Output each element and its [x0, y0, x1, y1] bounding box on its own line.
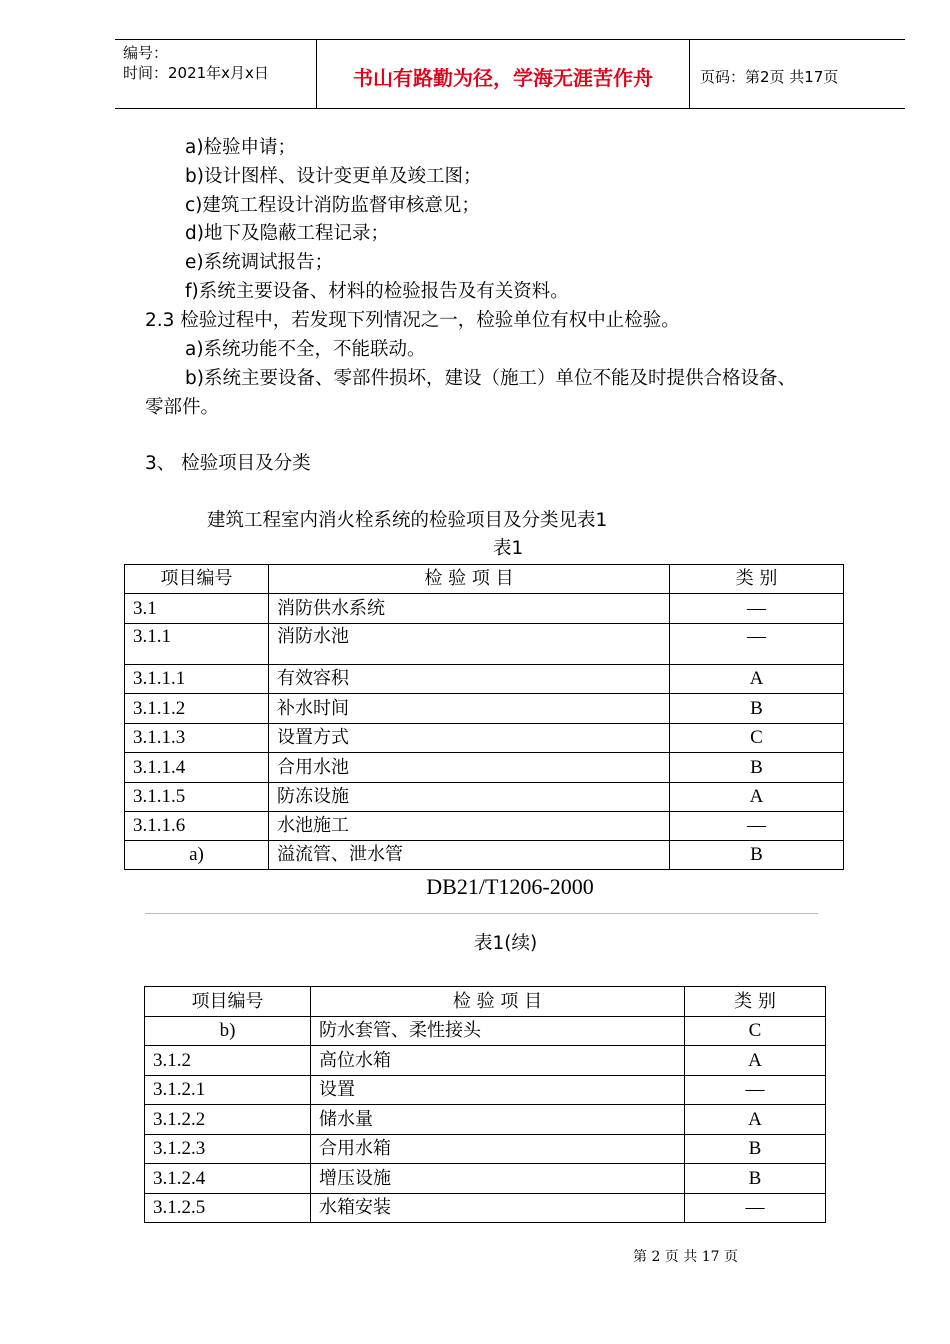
row-category: A [670, 665, 844, 694]
row-category: — [685, 1194, 826, 1223]
table-row [125, 624, 844, 665]
row-category: A [685, 1046, 826, 1076]
row-item: 有效容积 [269, 665, 670, 694]
row-category: A [670, 783, 844, 812]
row-item: 防水套管、柔性接头 [311, 1017, 685, 1046]
table-row [125, 783, 844, 812]
row-code: 3.1.1.3 [125, 724, 269, 753]
table-intro: 建筑工程室内消火栓系统的检验项目及分类见表1 [207, 510, 608, 531]
table-title-continued [474, 932, 537, 956]
header-item: 检 验 项 目 [269, 565, 670, 594]
list-item: b)设计图样、设计变更单及竣工图； [185, 166, 482, 187]
list-item: a)系统功能不全，不能联动。 [185, 339, 426, 360]
document-code: DB21/T1206-2000 [426, 874, 594, 899]
row-category: B [670, 753, 844, 783]
list-item-continuation: 零部件。 [145, 397, 220, 418]
row-code: 3.1 [125, 594, 269, 624]
page-separator [145, 913, 818, 914]
row-code: 3.1.2.3 [145, 1135, 311, 1164]
clause-heading: 2.3 检验过程中，若发现下列情况之一，检验单位有权中止检验。 [145, 310, 680, 331]
page-header [115, 39, 905, 109]
row-code: 3.1.1.5 [125, 783, 269, 812]
header-item: 检 验 项 目 [311, 987, 685, 1017]
table-header-row [145, 987, 826, 1017]
row-code: 3.1.1.6 [125, 812, 269, 841]
table-row [125, 724, 844, 753]
header-code: 项目编号 [145, 987, 311, 1017]
header-category: 类 别 [670, 565, 844, 594]
header-category: 类 别 [685, 987, 826, 1017]
time-label: 时间：2021年x月x日 [123, 64, 269, 82]
list-item: b)系统主要设备、零部件损坏，建设（施工）单位不能及时提供合格设备、 [185, 368, 796, 389]
row-code: 3.1.2.2 [145, 1105, 311, 1135]
inspection-table-continued [144, 986, 826, 1223]
table-row [125, 665, 844, 694]
row-item: 设置 [311, 1076, 685, 1105]
row-category: — [670, 594, 844, 624]
row-item: 水池施工 [269, 812, 670, 841]
row-category: — [685, 1076, 826, 1105]
row-category: C [685, 1017, 826, 1046]
table-row [145, 1105, 826, 1135]
header-code: 项目编号 [125, 565, 269, 594]
row-item: 补水时间 [269, 694, 670, 724]
table-title: 表1 [493, 538, 524, 559]
table-row [145, 1164, 826, 1194]
row-category: B [670, 841, 844, 870]
row-item: 储水量 [311, 1105, 685, 1135]
row-item: 合用水池 [269, 753, 670, 783]
table-row [125, 812, 844, 841]
row-code: b) [145, 1017, 311, 1046]
row-code: 3.1.2 [145, 1046, 311, 1076]
row-code: 3.1.1.1 [125, 665, 269, 694]
row-item: 合用水箱 [311, 1135, 685, 1164]
inspection-table [124, 564, 844, 870]
row-item: 设置方式 [269, 724, 670, 753]
row-code: a) [125, 841, 269, 870]
list-item: a)检验申请； [185, 137, 297, 158]
row-code: 3.1.2.1 [145, 1076, 311, 1105]
row-category: B [685, 1164, 826, 1194]
header-divider [689, 40, 690, 108]
list-item: f)系统主要设备、材料的检验报告及有关资料。 [185, 281, 569, 302]
row-item: 消防水池 [269, 624, 670, 665]
row-item: 高位水箱 [311, 1046, 685, 1076]
row-category: — [670, 624, 844, 665]
table-row [145, 1194, 826, 1223]
table-title-text: 表1(续) [474, 933, 538, 954]
row-item: 防冻设施 [269, 783, 670, 812]
row-category: — [670, 812, 844, 841]
table-row [125, 841, 844, 870]
row-code: 3.1.1.2 [125, 694, 269, 724]
number-label: 编号： [123, 44, 169, 62]
table-row [125, 694, 844, 724]
header-page-label: 页码：第2页 共17页 [700, 68, 839, 86]
row-item: 消防供水系统 [269, 594, 670, 624]
row-code: 3.1.1.4 [125, 753, 269, 783]
table-row [145, 1046, 826, 1076]
row-category: B [685, 1135, 826, 1164]
row-category: A [685, 1105, 826, 1135]
header-meta [123, 43, 269, 83]
row-code: 3.1.2.5 [145, 1194, 311, 1223]
table-header-row [125, 565, 844, 594]
row-item: 溢流管、泄水管 [269, 841, 670, 870]
row-code: 3.1.1 [125, 624, 269, 665]
table-row [145, 1076, 826, 1105]
row-item: 增压设施 [311, 1164, 685, 1194]
section-heading: 3、 检验项目及分类 [145, 453, 311, 474]
page-footer: 第 2 页 共 17 页 [633, 1249, 738, 1265]
table-row [125, 753, 844, 783]
list-item: d)地下及隐蔽工程记录； [185, 223, 389, 244]
list-item: e)系统调试报告； [185, 252, 334, 273]
row-item: 水箱安装 [311, 1194, 685, 1223]
row-category: C [670, 724, 844, 753]
list-item: c)建筑工程设计消防监督审核意见； [185, 195, 480, 216]
table-row [125, 594, 844, 624]
row-code: 3.1.2.4 [145, 1164, 311, 1194]
table-row [145, 1135, 826, 1164]
row-category: B [670, 694, 844, 724]
table-row [145, 1017, 826, 1046]
header-motto: 书山有路勤为径，学海无涯苦作舟 [353, 66, 653, 90]
